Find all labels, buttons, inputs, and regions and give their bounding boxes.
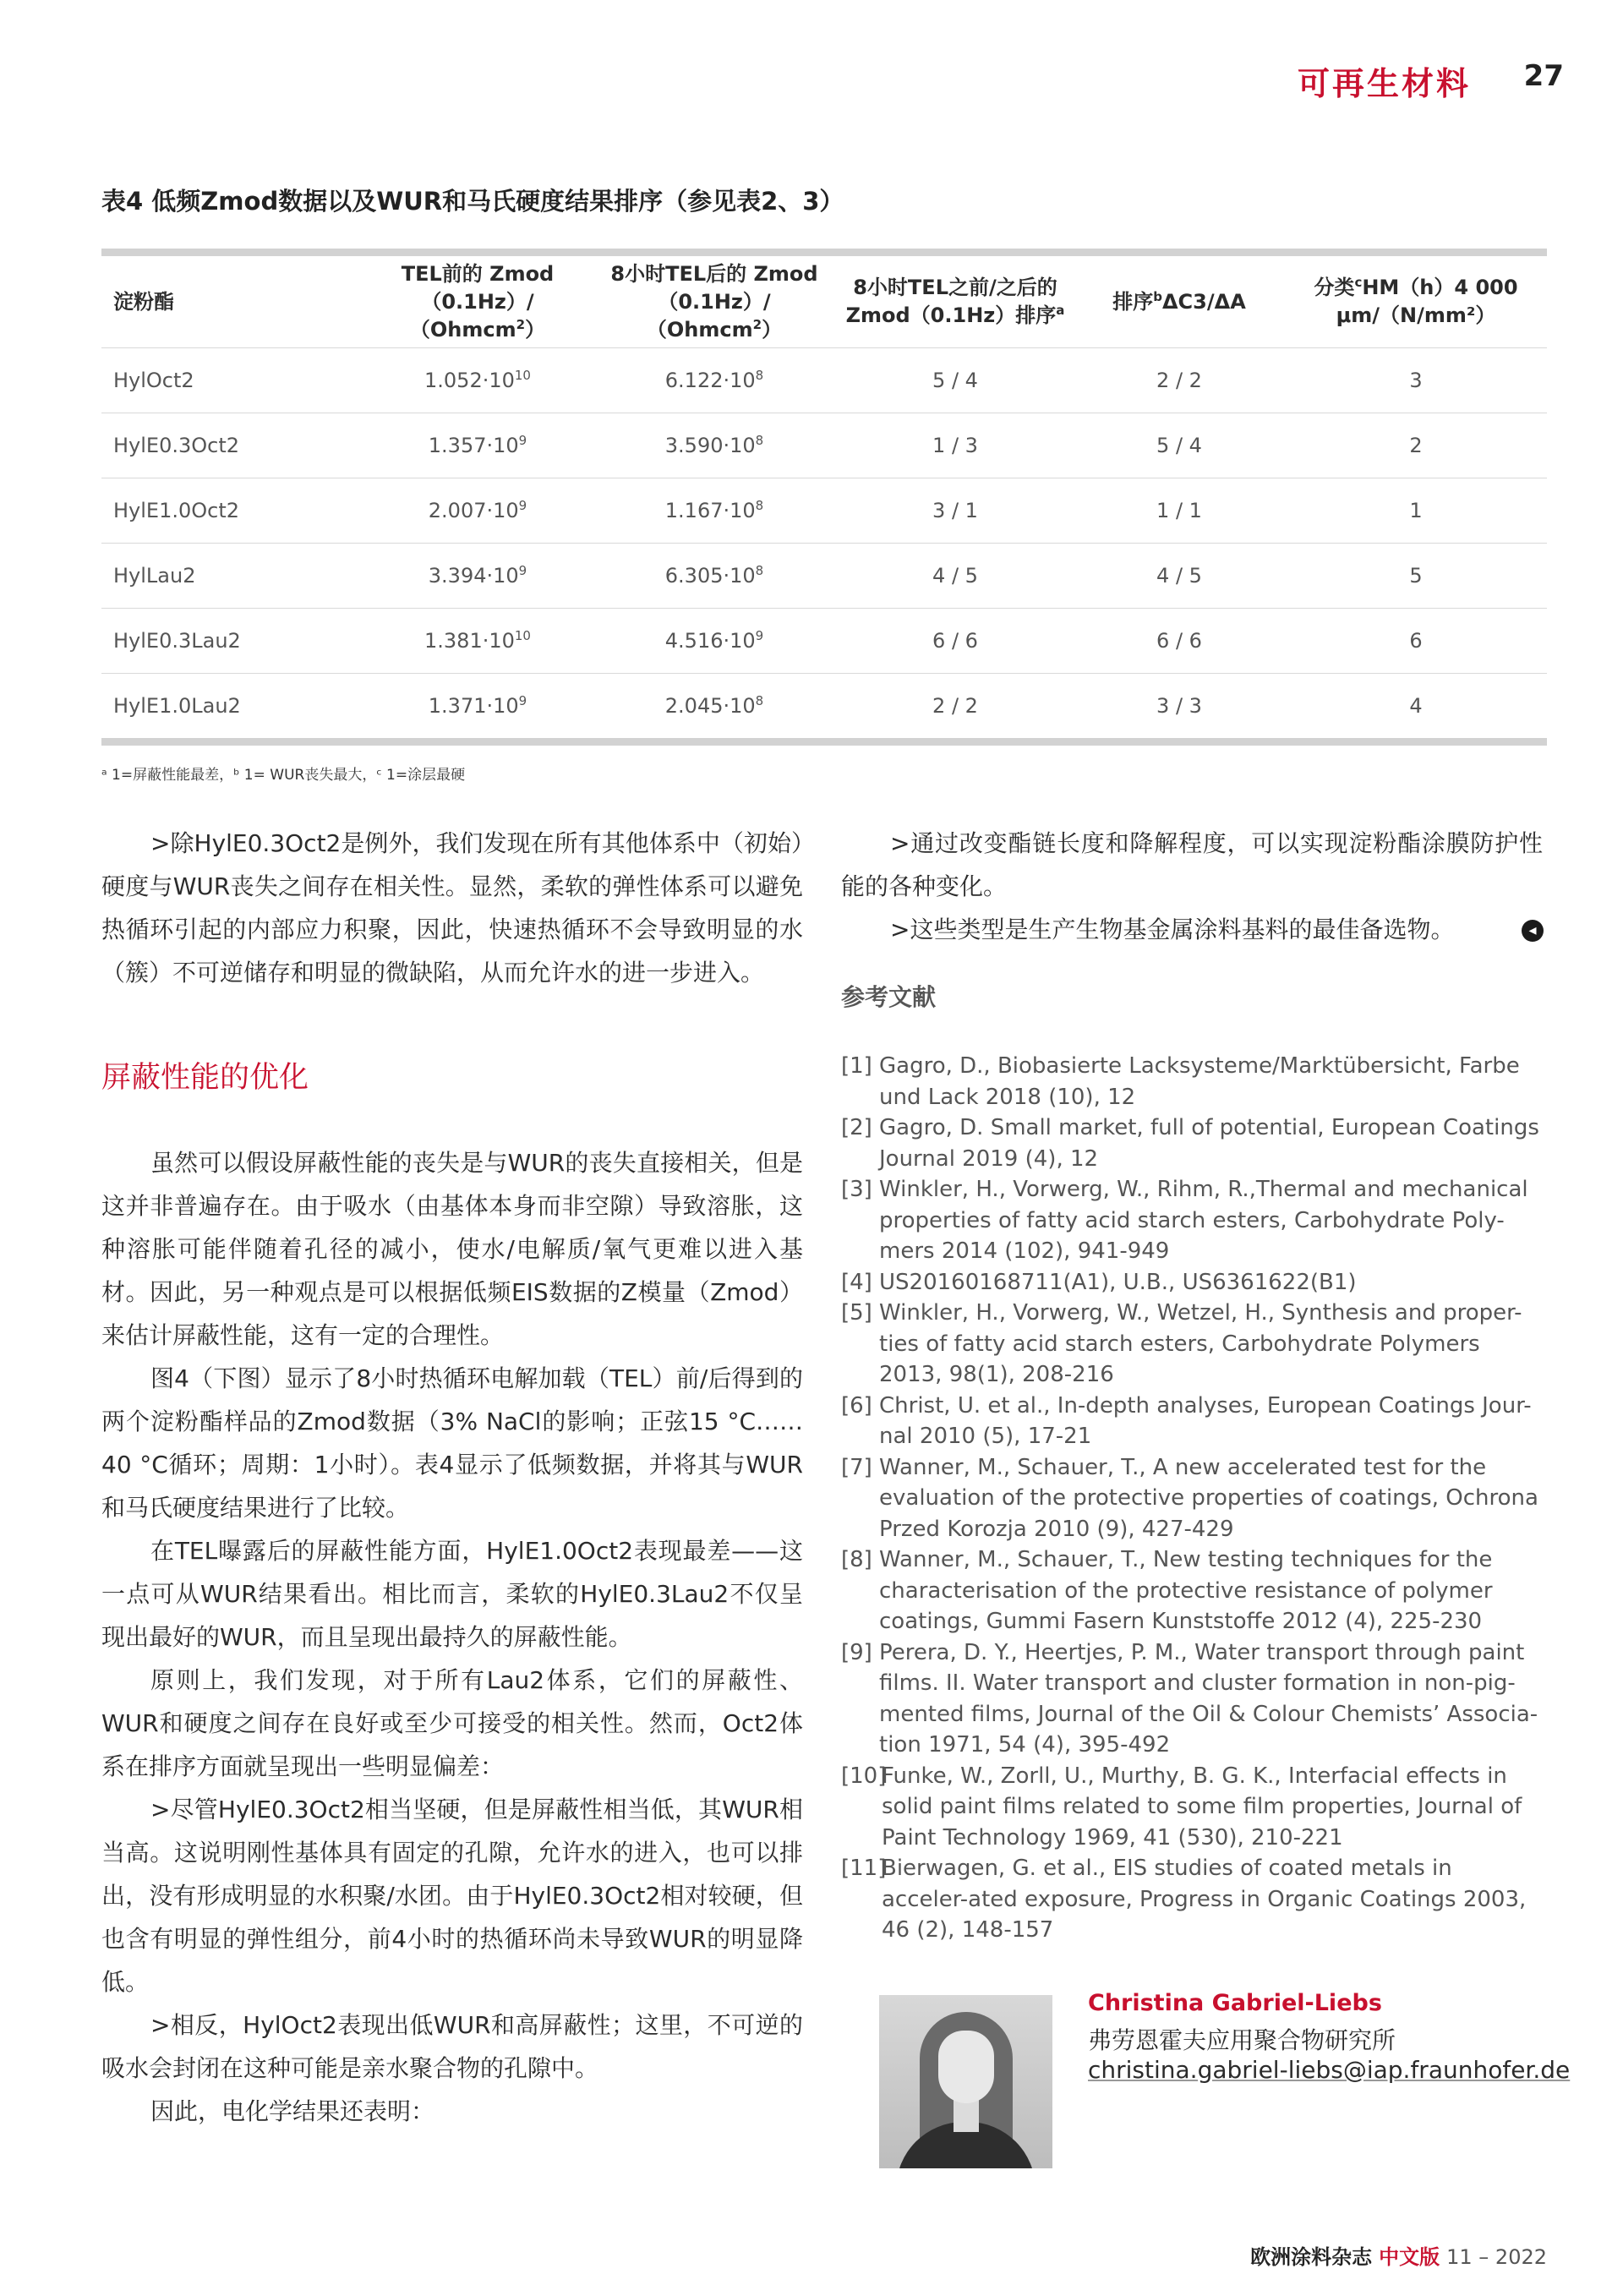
cell-zmod-before: $3.394\cdot 10^9$	[363, 544, 592, 609]
data-table	[101, 256, 1547, 738]
cell-zmod-after: $3.590\cdot 10^8$	[592, 413, 837, 478]
cell-hardness: 6	[1285, 609, 1547, 674]
cell-hardness: 2	[1285, 413, 1547, 478]
page-number: 27	[1523, 59, 1564, 93]
footer-magazine: 欧洲涂料杂志	[1250, 2245, 1373, 2269]
references-heading: 参考文献	[841, 983, 937, 1011]
cell-zmod-after: $6.122\cdot 10^8$	[592, 348, 837, 413]
cell-wur-rank: 2 / 2	[1074, 348, 1285, 413]
cell-zmod-rank: 4 / 5	[837, 544, 1074, 609]
paragraph: >相反，HylOct2表现出低WUR和高屏蔽性；这里，不可逆的吸水会封闭在这种可能是亲水聚合物的孔隙中。	[101, 2011, 803, 2082]
cell-zmod-rank: 6 / 6	[837, 609, 1074, 674]
reference-item: [8] Wanner, M., Schauer, T., New testing techniques for the characterisation of the protective resistance of polymer coatings, Gummi Fasern Kunststoffe 2012 (4), 225-230	[841, 1547, 1493, 1634]
page-footer	[1250, 2240, 1547, 2270]
section-title-header: 可再生材料	[1297, 65, 1471, 102]
table-row	[101, 674, 1547, 739]
right-column	[841, 822, 1543, 1946]
paragraph: 虽然可以假设屏蔽性能的丧失是与WUR的丧失直接相关，但是这并非普遍存在。由于吸水（由基体本身而非空隙）导致溶胀，这种溶胀可能伴随着孔径的减小，使水/电解质/氧气更难以进入基材。因此，另一种观点是可以根据低频EIS数据的Z模量（Zmod）来估计屏蔽性能，这有一定的合理性。	[101, 1149, 803, 1349]
cell-wur-rank: 1 / 1	[1074, 478, 1285, 544]
th-zmod-before: TEL前的 Zmod（0.1Hz）/（Ohmcm$^2$）	[401, 261, 555, 342]
table-footnote: ᵃ 1=屏蔽性能最差，ᵇ 1= WUR丧失最大，ᶜ 1=涂层最硬	[101, 767, 466, 784]
cell-zmod-before: $1.052\cdot 10^{10}$	[363, 348, 592, 413]
table-row	[101, 609, 1547, 674]
reference-item: [9] Perera, D. Y., Heertjes, P. M., Water transport through paint films. II. Water transport and cluster formation in non-pig-mented films, Journal of the Oil & Colour Chemists’ Associa-tion 1971, 54 (4), 395-492	[841, 1639, 1538, 1758]
cell-hardness: 5	[1285, 544, 1547, 609]
reference-item: [7] Wanner, M., Schauer, T., A new accelerated test for the evaluation of the protective properties of coatings, Ochrona Przed Korozja 2010 (9), 427-429	[841, 1454, 1538, 1542]
paragraph: 原则上，我们发现，对于所有Lau2体系，它们的屏蔽性、WUR和硬度之间存在良好或至少可接受的相关性。然而，Oct2体系在排序方面就呈现出一些明显偏差：	[101, 1666, 803, 1780]
footer-issue: 11 – 2022	[1446, 2245, 1547, 2269]
cell-name: HylE1.0Oct2	[101, 478, 363, 544]
reference-item: [6] Christ, U. et al., In-depth analyses, European Coatings Jour-nal 2010 (5), 17-21	[841, 1392, 1532, 1449]
cell-zmod-before: $2.007\cdot 10^9$	[363, 478, 592, 544]
cell-zmod-rank: 1 / 3	[837, 413, 1074, 478]
paragraph: >这些类型是生产生物基金属涂料基料的最佳备选物。	[890, 916, 1455, 943]
cell-zmod-after: $6.305\cdot 10^8$	[592, 544, 837, 609]
cell-zmod-rank: 2 / 2	[837, 674, 1074, 739]
cell-zmod-before: $1.381\cdot 10^{10}$	[363, 609, 592, 674]
paragraph: 在TEL曝露后的屏蔽性能方面，HylE1.0Oct2表现最差——这一点可从WUR结果看出。相比而言，柔软的HylE0.3Lau2不仅呈现出最好的WUR，而且呈现出最持久的屏蔽性能。	[101, 1537, 803, 1651]
cell-zmod-rank: 5 / 4	[837, 348, 1074, 413]
cell-hardness: 3	[1285, 348, 1547, 413]
article-end-icon: ◂	[1522, 920, 1544, 942]
cell-wur-rank: 3 / 3	[1074, 674, 1285, 739]
reference-item: [4] US20160168711(A1), U.B., US6361622(B1)	[841, 1269, 1357, 1295]
author-email-link[interactable]: christina.gabriel-liebs@iap.fraunhofer.de	[1088, 2056, 1571, 2084]
cell-hardness: 1	[1285, 478, 1547, 544]
cell-zmod-before: $1.371\cdot 10^9$	[363, 674, 592, 739]
paragraph: >尽管HylE0.3Oct2相当坚硬，但是屏蔽性相当低，其WUR相当高。这说明刚性基体具有固定的孔隙，允许水的进入，也可以排出，没有形成明显的水积聚/水团。由于HylE0.3Oct2相对较硬，但也含有明显的弹性组分，前4小时的热循环尚未导致WUR的明显降低。	[101, 1796, 803, 1996]
th-zmod-rank: 8小时TEL之前/之后的 Zmod（0.1Hz）排序$^a$	[845, 276, 1065, 327]
footer-edition: 中文版	[1379, 2245, 1440, 2269]
section-heading: 屏蔽性能的优化	[101, 1061, 309, 1095]
cell-wur-rank: 6 / 6	[1074, 609, 1285, 674]
cell-hardness: 4	[1285, 674, 1547, 739]
table-row	[101, 478, 1547, 544]
table-row	[101, 348, 1547, 413]
cell-name: HylLau2	[101, 544, 363, 609]
data-table-wrapper	[101, 249, 1547, 746]
reference-item: [3] Winkler, H., Vorwerg, W., Rihm, R.,Thermal and mechanical properties of fatty acid starch esters, Carbohydrate Poly-mers 2014 (102), 941-949	[841, 1177, 1528, 1264]
table-caption: 表4 低频Zmod数据以及WUR和马氏硬度结果排序（参见表2、3）	[101, 187, 844, 216]
table-row	[101, 544, 1547, 609]
reference-item: [10] Funke, W., Zorll, U., Murthy, B. G. K., Interfacial effects in solid paint films related to some film properties, Journal of Paint Technology 1969, 41 (530), 210-221	[841, 1763, 1522, 1850]
cell-zmod-after: $4.516\cdot 10^9$	[592, 609, 837, 674]
cell-wur-rank: 4 / 5	[1074, 544, 1285, 609]
reference-item: [1] Gagro, D., Biobasierte Lacksysteme/Marktübersicht, Farbe und Lack 2018 (10), 12	[841, 1053, 1520, 1110]
reference-item: [5] Winkler, H., Vorwerg, W., Wetzel, H., Synthesis and proper-ties of fatty acid starch esters, Carbohydrate Polymers 2013, 98(1), 208-216	[841, 1300, 1522, 1387]
paragraph: 图4（下图）显示了8小时热循环电解加载（TEL）前/后得到的两个淀粉酯样品的Zmod数据（3% NaCl的影响；正弦15 °C……40 °C循环；周期：1小时）。表4显示了低频数据，并将其与WUR和马氏硬度结果进行了比较。	[101, 1364, 803, 1522]
paragraph: 因此，电化学结果还表明：	[150, 2097, 435, 2125]
author-photo	[879, 1995, 1052, 2168]
table-row	[101, 413, 1547, 478]
reference-item: [2] Gagro, D. Small market, full of potential, European Coatings Journal 2019 (4), 12	[841, 1115, 1539, 1172]
th-zmod-after: 8小时TEL后的 Zmod（0.1Hz）/（Ohmcm$^2$）	[610, 261, 818, 342]
author-name: Christina Gabriel-Liebs	[1088, 1990, 1382, 2016]
author-organization: 弗劳恩霍夫应用聚合物研究所	[1088, 2026, 1396, 2054]
cell-zmod-before: $1.357\cdot 10^9$	[363, 413, 592, 478]
table-bottom-rule	[101, 738, 1547, 746]
cell-name: HylOct2	[101, 348, 363, 413]
reference-item: [11] Bierwagen, G. et al., EIS studies of coated metals in acceler-ated exposure, Progress in Organic Coatings 2003, 46 (2), 148-157	[841, 1856, 1527, 1943]
paragraph: >通过改变酯链长度和降解程度，可以实现淀粉酯涂膜防护性能的各种变化。	[841, 829, 1543, 900]
th-starch-ester: 淀粉酯	[113, 289, 174, 314]
cell-zmod-after: $2.045\cdot 10^8$	[592, 674, 837, 739]
th-hardness: 分类$^c$HM（h）4 000 μm/（N/mm²）	[1314, 275, 1518, 327]
cell-zmod-after: $1.167\cdot 10^8$	[592, 478, 837, 544]
cell-name: HylE1.0Lau2	[101, 674, 363, 739]
th-wur-rank: 排序$^b$ΔC3/ΔA	[1112, 288, 1246, 314]
cell-zmod-rank: 3 / 1	[837, 478, 1074, 544]
paragraph: >除HylE0.3Oct2是例外，我们发现在所有其他体系中（初始）硬度与WUR丧失之间存在相关性。显然，柔软的弹性体系可以避免热循环引起的内部应力积聚，因此，快速热循环不会导致明显的水（簇）不可逆储存和明显的微缺陷，从而允许水的进一步进入。	[101, 829, 803, 987]
cell-name: HylE0.3Oct2	[101, 413, 363, 478]
cell-name: HylE0.3Lau2	[101, 609, 363, 674]
left-column	[101, 822, 803, 2133]
table-header-row	[101, 256, 1547, 348]
cell-wur-rank: 5 / 4	[1074, 413, 1285, 478]
reference-list	[841, 1051, 1543, 1946]
table-top-rule	[101, 249, 1547, 256]
